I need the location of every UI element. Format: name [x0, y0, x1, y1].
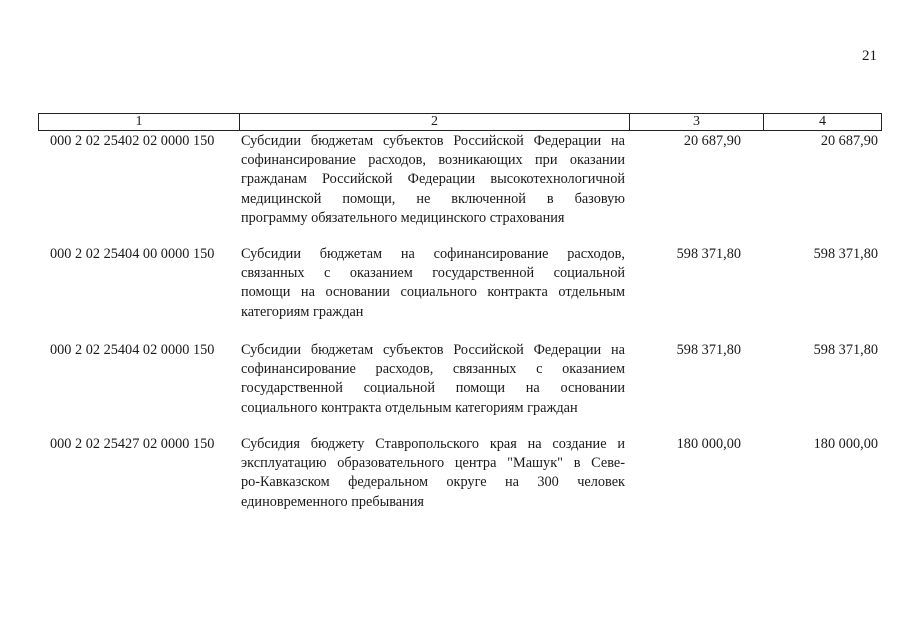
header-col-1: 1 — [135, 114, 143, 129]
row-description — [241, 132, 625, 228]
page-number: 21 — [862, 48, 877, 64]
row-description — [241, 435, 625, 512]
description-line: Субсидии бюджетам субъектов Российской Федерации на — [241, 342, 625, 358]
description-line: эксплуатацию образовательного центра "Машук" в Севе- — [241, 455, 625, 472]
description-line: связанных с оказанием государственной социальной — [241, 265, 625, 282]
description-line: Субсидии бюджетам субъектов Российской Федерации на — [241, 133, 625, 149]
budget-code: 000 2 02 25404 02 0000 150 — [50, 342, 215, 358]
description-line: Субсидии бюджетам на софинансирование расходов, — [241, 246, 625, 262]
description-line: софинансирование расходов, возникающих при оказании — [241, 152, 625, 169]
description-line: программу обязательного медицинского страхования — [241, 209, 565, 226]
description-line: помощи на основании социального контракта отдельным — [241, 284, 625, 301]
budget-code: 000 2 02 25404 00 0000 150 — [50, 246, 215, 262]
description-line: Субсидия бюджету Ставропольского края на создание и — [241, 436, 625, 452]
description-line: государственной социальной помощи на основании — [241, 380, 625, 397]
description-line: гражданам Российской Федерации высокотехнологичной — [241, 171, 625, 188]
budget-code: 000 2 02 25402 02 0000 150 — [50, 133, 215, 149]
header-col-4: 4 — [763, 114, 881, 130]
amount-col-4: 598 371,80 — [813, 342, 878, 358]
description-line: единовременного пребывания — [241, 493, 425, 510]
table-header — [38, 113, 882, 131]
row-description — [241, 245, 625, 322]
amount-col-4: 20 687,90 — [820, 133, 878, 149]
amount-col-4: 598 371,80 — [813, 246, 878, 262]
header-col-3: 3 — [629, 114, 763, 130]
amount-col-3: 180 000,00 — [676, 436, 741, 452]
description-line: софинансирование расходов, связанных с оказанием — [241, 361, 625, 378]
amount-col-3: 598 371,80 — [676, 342, 741, 358]
description-line: ро-Кавказском федеральном округе на 300 человек — [241, 474, 625, 491]
description-line: категориям граждан — [241, 303, 364, 320]
row-description — [241, 341, 625, 418]
header-col-2: 2 — [239, 114, 629, 130]
budget-code: 000 2 02 25427 02 0000 150 — [50, 436, 215, 452]
description-line: социального контракта отдельным категориям граждан — [241, 399, 578, 416]
amount-col-4: 180 000,00 — [813, 436, 878, 452]
amount-col-3: 20 687,90 — [683, 133, 741, 149]
description-line: медицинской помощи, не включенной в базовую — [241, 190, 625, 207]
amount-col-3: 598 371,80 — [676, 246, 741, 262]
